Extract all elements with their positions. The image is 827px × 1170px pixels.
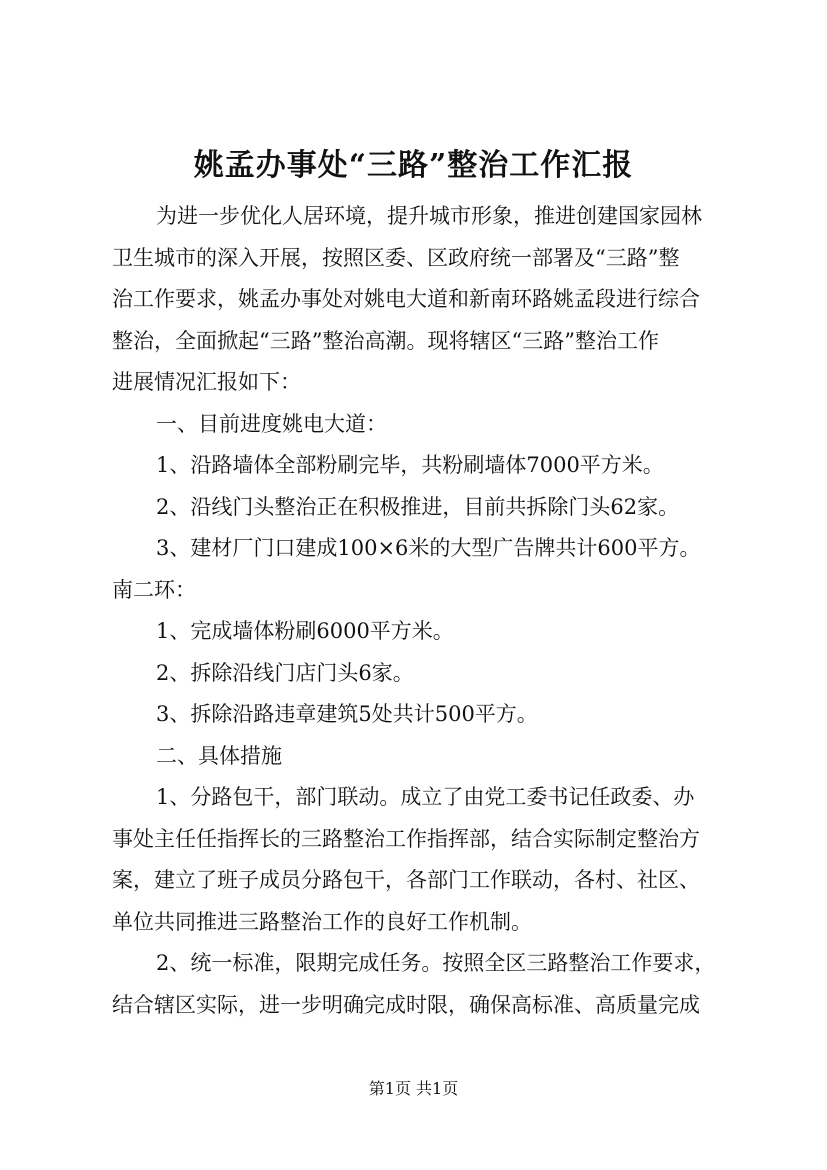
paragraph bbox=[112, 736, 724, 778]
paragraph bbox=[112, 653, 724, 695]
paragraph-line: 进展情况汇报如下： bbox=[112, 370, 301, 394]
paragraph bbox=[112, 611, 724, 653]
paragraph-line: 3、拆除沿路违章建筑5处共计500平方。 bbox=[156, 702, 538, 726]
document-title: 姚孟办事处“三路”整治工作汇报 bbox=[193, 148, 634, 183]
paragraph-line: 一、目前进度姚电大道： bbox=[156, 411, 387, 436]
paragraph-line: 2、统一标准，限期完成任务。按照全区三路整治工作要求， bbox=[156, 951, 716, 975]
paragraph-line: 结合辖区实际，进一步明确完成时限，确保高标准、高质量完成 bbox=[112, 992, 700, 1017]
paragraph bbox=[112, 404, 724, 446]
paragraph-line: 事处主任任指挥长的三路整治工作指挥部，结合实际制定整治方 bbox=[112, 826, 700, 851]
paragraph-line: 1、沿路墙体全部粉刷完毕，共粉刷墙体7000平方米。 bbox=[156, 453, 664, 477]
paragraph bbox=[112, 528, 724, 570]
paragraph-line: 南二环： bbox=[112, 577, 196, 602]
paragraph-line: 二、具体措施 bbox=[156, 743, 282, 768]
paragraph-line: 3、建材厂门口建成100×6米的大型广告牌共计600平方。 bbox=[156, 536, 701, 560]
paragraph-line: 1、完成墙体粉刷6000平方米。 bbox=[156, 619, 454, 643]
paragraph-line: 整治，全面掀起“三路”整治高潮。现将辖区“三路”整治工作 bbox=[112, 328, 659, 353]
paragraph-line: 卫生城市的深入开展，按照区委、区政府统一部署及“三路”整 bbox=[112, 245, 680, 270]
paragraph bbox=[112, 943, 724, 1026]
paragraph-line: 2、拆除沿线门店门头6家。 bbox=[156, 660, 414, 685]
paragraph-line: 案，建立了班子成员分路包干，各部门工作联动，各村、社区、 bbox=[112, 868, 700, 892]
document-body bbox=[112, 196, 724, 1026]
paragraph bbox=[112, 487, 724, 529]
paragraph-line: 单位共同推进三路整治工作的良好工作机制。 bbox=[112, 909, 532, 934]
paragraph-line: 为进一步优化人居环境，提升城市形象，推进创建国家园林 bbox=[156, 204, 702, 228]
paragraph bbox=[112, 777, 724, 943]
paragraph-line: 1、分路包干，部门联动。成立了由党工委书记任政委、办 bbox=[156, 785, 695, 809]
paragraph bbox=[112, 570, 724, 612]
paragraph bbox=[112, 694, 724, 736]
paragraph bbox=[112, 445, 724, 487]
paragraph bbox=[112, 196, 724, 404]
page-footer: 第1页 共1页 bbox=[368, 1079, 459, 1098]
paragraph-line: 治工作要求，姚孟办事处对姚电大道和新南环路姚孟段进行综合 bbox=[112, 287, 700, 311]
paragraph-line: 2、沿线门头整治正在积极推进，目前共拆除门头62家。 bbox=[156, 494, 680, 519]
